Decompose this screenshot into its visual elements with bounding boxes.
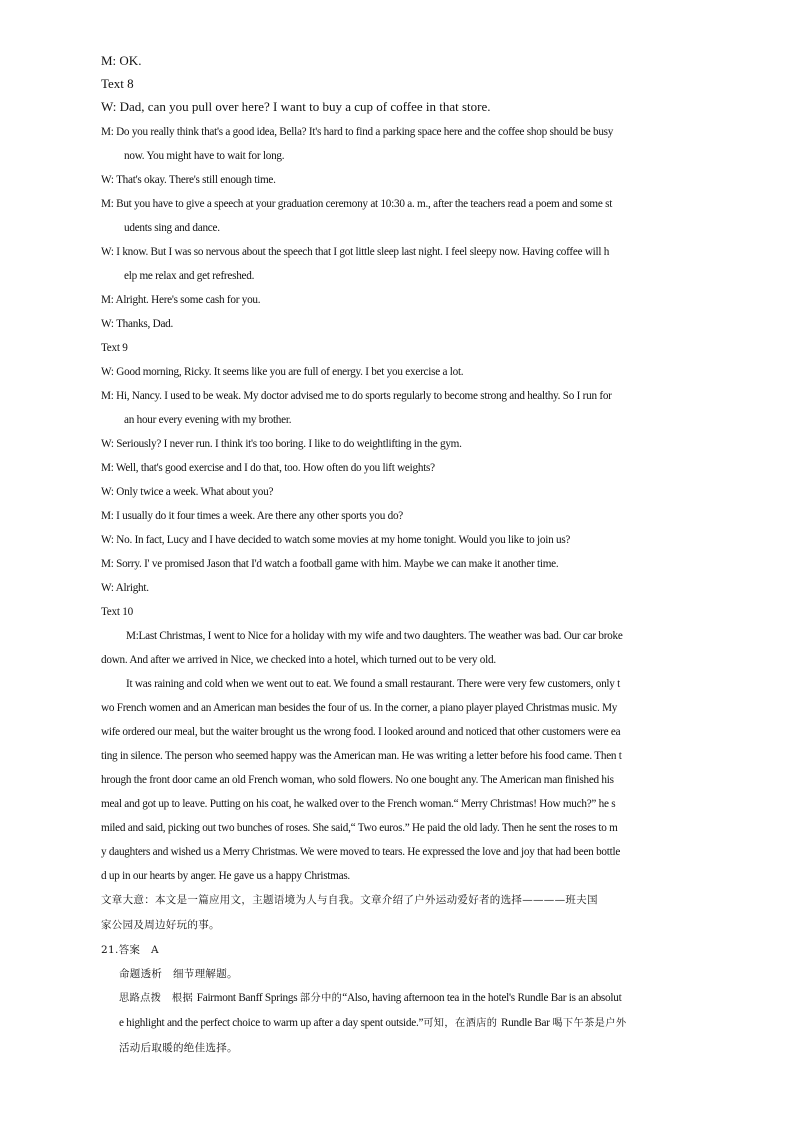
dialogue-line-continued: an hour every evening with my brother. [124, 414, 292, 426]
paragraph-line: d up in our hearts by anger. He gave us a happy Christmas. [101, 870, 350, 882]
paragraph-line: down. And after we arrived in Nice, we checked into a hotel, which turned out to be very old. [101, 654, 496, 666]
dialogue-line-continued: udents sing and dance. [124, 222, 220, 234]
paragraph-line: meal and got up to leave. Putting on his coat, he walked over to the French woman.“ Merry Christmas! How much?” he s [101, 798, 616, 810]
reasoning-conclusion: 活动后取暖的绝佳选择。 [119, 1042, 238, 1054]
question-analysis: 命题透析 细节理解题。 [119, 968, 238, 980]
dialogue-line: W: That's okay. There's still enough time. [101, 174, 276, 186]
dialogue-line: W: Good morning, Ricky. It seems like you are full of energy. I bet you exercise a lot. [101, 366, 464, 378]
answer-label: 21.答案 A [101, 944, 159, 956]
dialogue-line: M: Well, that's good exercise and I do that, too. How often do you lift weights? [101, 462, 435, 474]
dialogue-line-continued: elp me relax and get refreshed. [124, 270, 255, 282]
dialogue-line: W: Alright. [101, 582, 149, 594]
dialogue-line: M: But you have to give a speech at your graduation ceremony at 10:30 a. m., after the teachers read a poem and some st [101, 198, 613, 210]
dialogue-line: W: Seriously? I never run. I think it's too boring. I like to do weightlifting in the gym. [101, 438, 462, 450]
paragraph-line: ting in silence. The person who seemed happy was the American man. He was writing a letter before his food came. Then t [101, 750, 622, 762]
dialogue-line: W: Only twice a week. What about you? [101, 486, 274, 498]
paragraph-line: M:Last Christmas, I went to Nice for a holiday with my wife and two daughters. The weather was bad. Our car broke [126, 630, 623, 642]
dialogue-line: M: Alright. Here's some cash for you. [101, 294, 261, 306]
dialogue-line: W: Dad, can you pull over here? I want to buy a cup of coffee in that store. [101, 100, 491, 114]
source-name: Fairmont Banff Springs [196, 992, 300, 1004]
reasoning-text: 可知，在酒店的 [423, 1018, 501, 1029]
article-summary: 文章大意：本文是一篇应用文，主题语境为人与自我。文章介绍了户外运动爱好者的选择————班夫国 [101, 894, 598, 906]
quotation: “Also, having afternoon tea in the hotel's Rundle Bar is an absolut [342, 992, 622, 1004]
dialogue-line: M: Sorry. I' ve promised Jason that I'd watch a football game with him. Maybe we can make it another time. [101, 558, 559, 570]
quotation-continued: e highlight and the perfect choice to warm up after a day spent outside.” [119, 1017, 424, 1029]
reasoning-text: 部分中的 [299, 993, 343, 1004]
section-heading-text-10: Text 10 [101, 606, 133, 618]
reasoning-line-continued [119, 1016, 693, 1031]
dialogue-line: M: Do you really think that's a good idea, Bella? It's hard to find a parking space here and the coffee shop should be busy [101, 126, 614, 138]
dialogue-line: W: Thanks, Dad. [101, 318, 174, 330]
dialogue-line-continued: now. You might have to wait for long. [124, 150, 285, 162]
venue-name: Rundle Bar [500, 1017, 553, 1029]
reasoning-label: 思路点拨 根据 [119, 993, 197, 1004]
paragraph-line: hrough the front door came an old French woman, who sold flowers. No one bought any. The American man finished his [101, 774, 614, 786]
paragraph-line: miled and said, picking out two bunches of roses. She said,“ Two euros.” He paid the old lady. Then he sent the roses to m [101, 822, 618, 834]
paragraph-line: y daughters and wished us a Merry Christmas. We were moved to tears. He expressed the love and joy that had been bottle [101, 846, 621, 858]
dialogue-line: W: No. In fact, Lucy and I have decided to watch some movies at my home tonight. Would you like to join us? [101, 534, 571, 546]
article-summary-continued: 家公园及周边好玩的事。 [101, 919, 220, 931]
reasoning-text: 喝下午茶是户外 [552, 1018, 627, 1029]
paragraph-line: wo French women and an American man besides the four of us. In the corner, a piano player played Christmas music. My [101, 702, 618, 714]
dialogue-line: W: I know. But I was so nervous about the speech that I got little sleep last night. I feel sleepy now. Having coffee will h [101, 246, 610, 258]
section-heading-text-8: Text 8 [101, 77, 134, 91]
paragraph-line: wife ordered our meal, but the waiter brought us the wrong food. I looked around and noticed that other customers were ea [101, 726, 621, 738]
section-heading-text-9: Text 9 [101, 342, 128, 354]
dialogue-line: M: OK. [101, 54, 142, 68]
dialogue-line: M: Hi, Nancy. I used to be weak. My doctor advised me to do sports regularly to become strong and healthy. So I run for [101, 390, 612, 402]
dialogue-line: M: I usually do it four times a week. Are there any other sports you do? [101, 510, 404, 522]
paragraph-line: It was raining and cold when we went out to eat. We found a small restaurant. There were very few customers, only t [126, 678, 621, 690]
reasoning-line [119, 991, 693, 1006]
